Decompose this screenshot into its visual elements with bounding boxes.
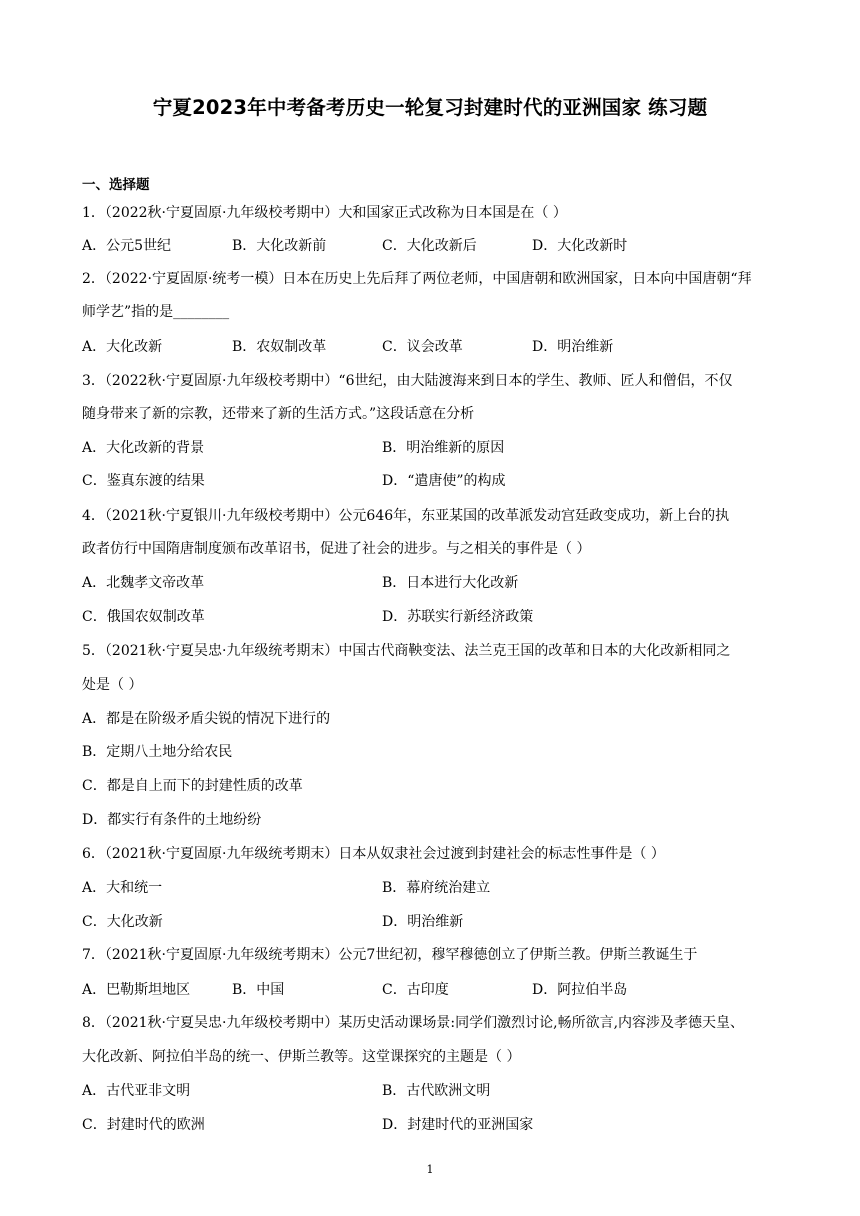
- q1-option-c[interactable]: C．大化改新后: [382, 238, 477, 254]
- q6-option-d[interactable]: D．明治维新: [382, 914, 464, 930]
- q4-option-a[interactable]: A．北魏孝文帝改革: [82, 575, 205, 591]
- question-7-stem: 7．（2021秋·宁夏固原·九年级统考期末）公元7世纪初，穆罕穆德创立了伊斯兰教。伊斯兰教诞生于: [82, 947, 698, 963]
- section-heading: 一、选择题: [82, 177, 150, 193]
- q2-option-c[interactable]: C．议会改革: [382, 339, 463, 355]
- question-6-stem: 6．（2021秋·宁夏固原·九年级统考期末）日本从奴隶社会过渡到封建社会的标志性事件是（ ）: [82, 846, 665, 862]
- q8-option-c[interactable]: C．封建时代的欧洲: [82, 1117, 205, 1133]
- q5-option-c[interactable]: C．都是自上而下的封建性质的改革: [82, 778, 303, 794]
- q3-option-b[interactable]: B．明治维新的原因: [382, 440, 505, 456]
- question-4-stem-line1: 4．（2021秋·宁夏银川·九年级校考期中）公元646年，东亚某国的改革派发动宫廷政变成功，新上台的执: [82, 508, 730, 524]
- q7-option-a[interactable]: A．巴勒斯坦地区: [82, 982, 191, 998]
- question-3-stem-line2: 随身带来了新的宗教，还带来了新的生活方式。”这段话意在分析: [82, 406, 475, 422]
- q8-option-a[interactable]: A．古代亚非文明: [82, 1083, 191, 1099]
- q5-option-d[interactable]: D．都实行有条件的土地纷纷: [82, 812, 262, 828]
- q8-option-d[interactable]: D．封建时代的亚洲国家: [382, 1117, 534, 1133]
- q6-option-a[interactable]: A．大和统一: [82, 880, 163, 896]
- question-3-stem-line1: 3．（2022秋·宁夏固原·九年级校考期中）“6世纪，由大陆渡海来到日本的学生、教师、匠人和僧侣，不仅: [82, 373, 733, 389]
- question-5-stem-line2: 处是（ ）: [82, 677, 143, 693]
- q5-option-a[interactable]: A．都是在阶级矛盾尖锐的情况下进行的: [82, 711, 331, 727]
- q6-option-c[interactable]: C．大化改新: [82, 914, 163, 930]
- q5-option-b[interactable]: B．定期八土地分给农民: [82, 744, 233, 760]
- q2-option-b[interactable]: B．农奴制改革: [232, 339, 327, 355]
- q3-option-c[interactable]: C．鉴真东渡的结果: [82, 473, 205, 489]
- question-1-stem: 1．（2022秋·宁夏固原·九年级校考期中）大和国家正式改称为日本国是在（ ）: [82, 205, 567, 221]
- question-8-stem-line2: 大化改新、阿拉伯半岛的统一、伊斯兰教等。这堂课探究的主题是（ ）: [82, 1049, 521, 1065]
- question-8-stem-line1: 8．（2021秋·宁夏吴忠·九年级校考期中）某历史活动课场景:同学们激烈讨论,畅所欲言,内容涉及孝德天皇、: [82, 1015, 745, 1031]
- page-number: 1: [426, 1163, 434, 1176]
- q1-option-a[interactable]: A．公元5世纪: [82, 238, 172, 254]
- q4-option-c[interactable]: C．俄国农奴制改革: [82, 609, 205, 625]
- q4-option-b[interactable]: B．日本进行大化改新: [382, 575, 519, 591]
- document-title: 宁夏2023年中考备考历史一轮复习封建时代的亚洲国家 练习题: [152, 96, 708, 119]
- q8-option-b[interactable]: B．古代欧洲文明: [382, 1083, 491, 1099]
- q3-option-d[interactable]: D．“遣唐使”的构成: [382, 473, 506, 489]
- q2-option-d[interactable]: D．明治维新: [532, 339, 614, 355]
- q2-option-a[interactable]: A．大化改新: [82, 339, 163, 355]
- q1-option-b[interactable]: B．大化改新前: [232, 238, 327, 254]
- question-2-stem-line1: 2．（2022·宁夏固原·统考一模）日本在历史上先后拜了两位老师，中国唐朝和欧洲国家，日本向中国唐朝“拜: [82, 271, 752, 287]
- q7-option-b[interactable]: B．中国: [232, 982, 285, 998]
- q7-option-d[interactable]: D．阿拉伯半岛: [532, 982, 628, 998]
- q4-option-d[interactable]: D．苏联实行新经济政策: [382, 609, 534, 625]
- q3-option-a[interactable]: A．大化改新的背景: [82, 440, 205, 456]
- question-5-stem-line1: 5．（2021秋·宁夏吴忠·九年级统考期末）中国古代商鞅变法、法兰克王国的改革和日本的大化改新相同之: [82, 643, 731, 659]
- question-2-stem-line2: 师学艺”指的是________: [82, 304, 230, 320]
- question-4-stem-line2: 政者仿行中国隋唐制度颁布改革诏书，促进了社会的进步。与之相关的事件是（ ）: [82, 541, 591, 557]
- q6-option-b[interactable]: B．幕府统治建立: [382, 880, 491, 896]
- q7-option-c[interactable]: C．古印度: [382, 982, 449, 998]
- q1-option-d[interactable]: D．大化改新时: [532, 238, 628, 254]
